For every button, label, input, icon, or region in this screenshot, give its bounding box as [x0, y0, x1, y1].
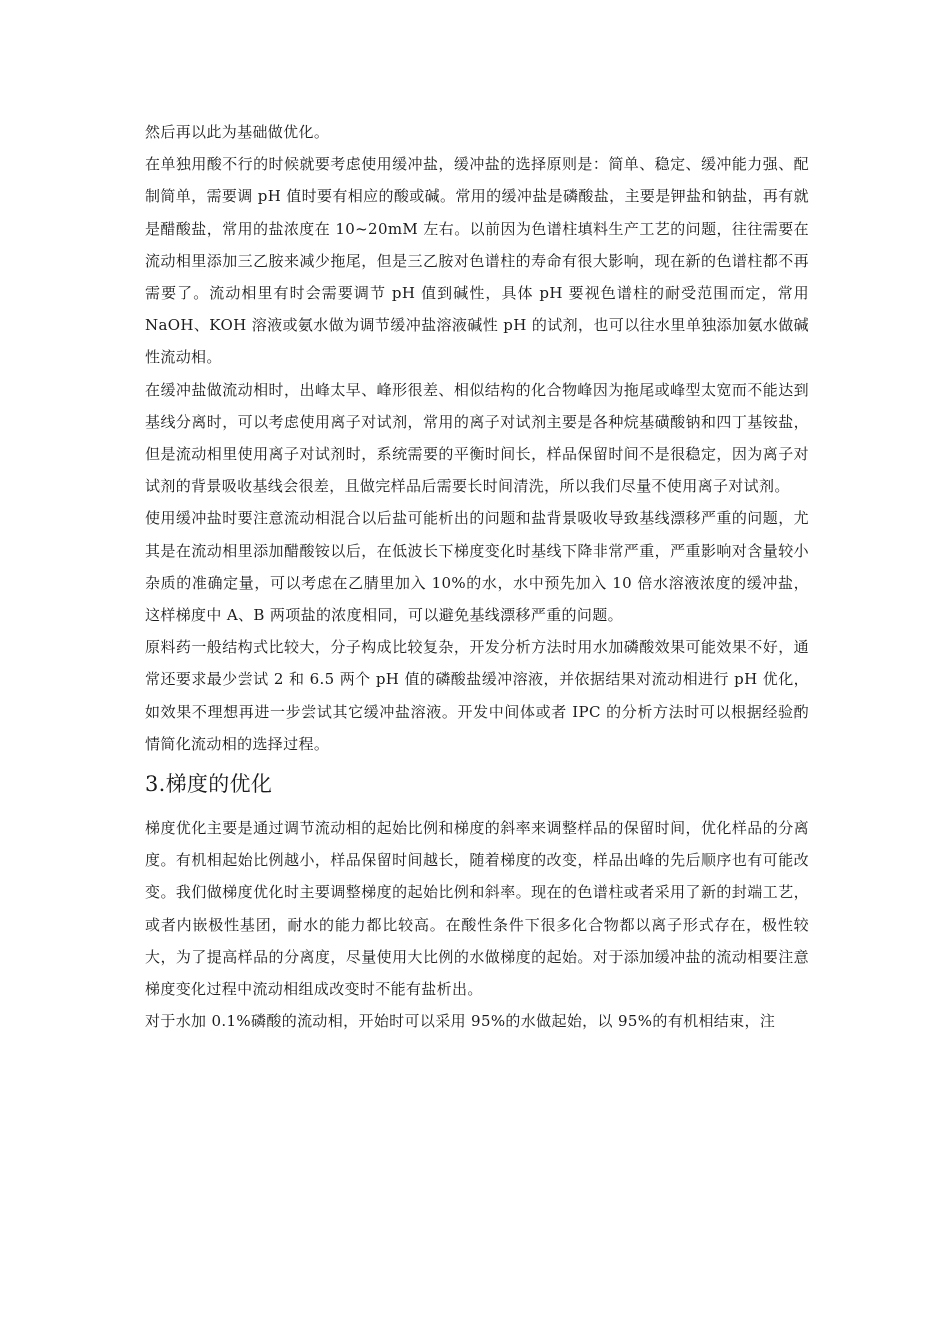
section-heading-gradient: 3.梯度的优化	[145, 772, 273, 797]
paragraph-phosphoric-acid: 对于水加 0.1%磷酸的流动相，开始时可以采用 95%的水做起始，以 95%的有机相结束，注	[145, 1012, 776, 1031]
paragraph-gradient-optimization: 梯度优化主要是通过调节流动相的起始比例和梯度的斜率来调整样品的保留时间，优化样品的分离度。有机相起始比例越小，样品保留时间越长，随着梯度的改变，样品出峰的先后顺序也有可能改变。我们做梯度优化时主要调整梯度的起始比例和斜率。现在的色谱柱或者采用了新的封端工艺，或者内嵌极性基团，耐水的能力都比较高。在酸性条件下很多化合物都以离子形式存在，极性较大，为了提高样品的分离度，尽量使用大比例的水做梯度的起始。对于添加缓冲盐的流动相要注意梯度变化过程中流动相组成改变时不能有盐析出。	[145, 819, 809, 999]
document-body	[145, 116, 809, 1037]
paragraph-optimize-base: 然后再以此为基础做优化。	[145, 123, 330, 141]
paragraph-baseline-drift: 使用缓冲盐时要注意流动相混合以后盐可能析出的问题和盐背景吸收导致基线漂移严重的问题，尤其是在流动相里添加醋酸铵以后，在低波长下梯度变化时基线下降非常严重，严重影响对含量较小杂质的准确定量，可以考虑在乙腈里加入 10%的水，水中预先加入 10 倍水溶液浓度的缓冲盐，这样梯度中 A、B 两项盐的浓度相同，可以避免基线漂移严重的问题。	[145, 509, 809, 625]
paragraph-api-method: 原料药一般结构式比较大，分子构成比较复杂，开发分析方法时用水加磷酸效果可能效果不好，通常还要求最少尝试 2 和 6.5 两个 pH 值的磷酸盐缓冲溶液，并依据结果对流动相进行 pH 优化，如效果不理想再进一步尝试其它缓冲盐溶液。开发中间体或者 IPC 的分析方法时可以根据经验酌情简化流动相的选择过程。	[145, 638, 809, 753]
paragraph-ion-pair: 在缓冲盐做流动相时，出峰太早、峰形很差、相似结构的化合物峰因为拖尾或峰型太宽而不能达到基线分离时，可以考虑使用离子对试剂，常用的离子对试剂主要是各种烷基磺酸钠和四丁基铵盐，但是流动相里使用离子对试剂时，系统需要的平衡时间长，样品保留时间不是很稳定，因为离子对试剂的背景吸收基线会很差，且做完样品后需要长时间清洗，所以我们尽量不使用离子对试剂。	[145, 380, 809, 496]
paragraph-buffer-salt: 在单独用酸不行的时候就要考虑使用缓冲盐，缓冲盐的选择原则是：简单、稳定、缓冲能力强、配制简单，需要调 pH 值时要有相应的酸或碱。常用的缓冲盐是磷酸盐，主要是钾盐和钠盐，再有就是醋酸盐，常用的盐浓度在 10~20mM 左右。以前因为色谱柱填料生产工艺的问题，往往需要在流动相里添加三乙胺来减少拖尾，但是三乙胺对色谱柱的寿命有很大影响，现在新的色谱柱都不再需要了。流动相里有时会需要调节 pH 值到碱性，具体 pH 要视色谱柱的耐受范围而定，常用 NaOH、KOH 溶液或氨水做为调节缓冲盐溶液碱性 pH 的试剂，也可以往水里单独添加氨水做碱性流动相。	[145, 155, 809, 367]
